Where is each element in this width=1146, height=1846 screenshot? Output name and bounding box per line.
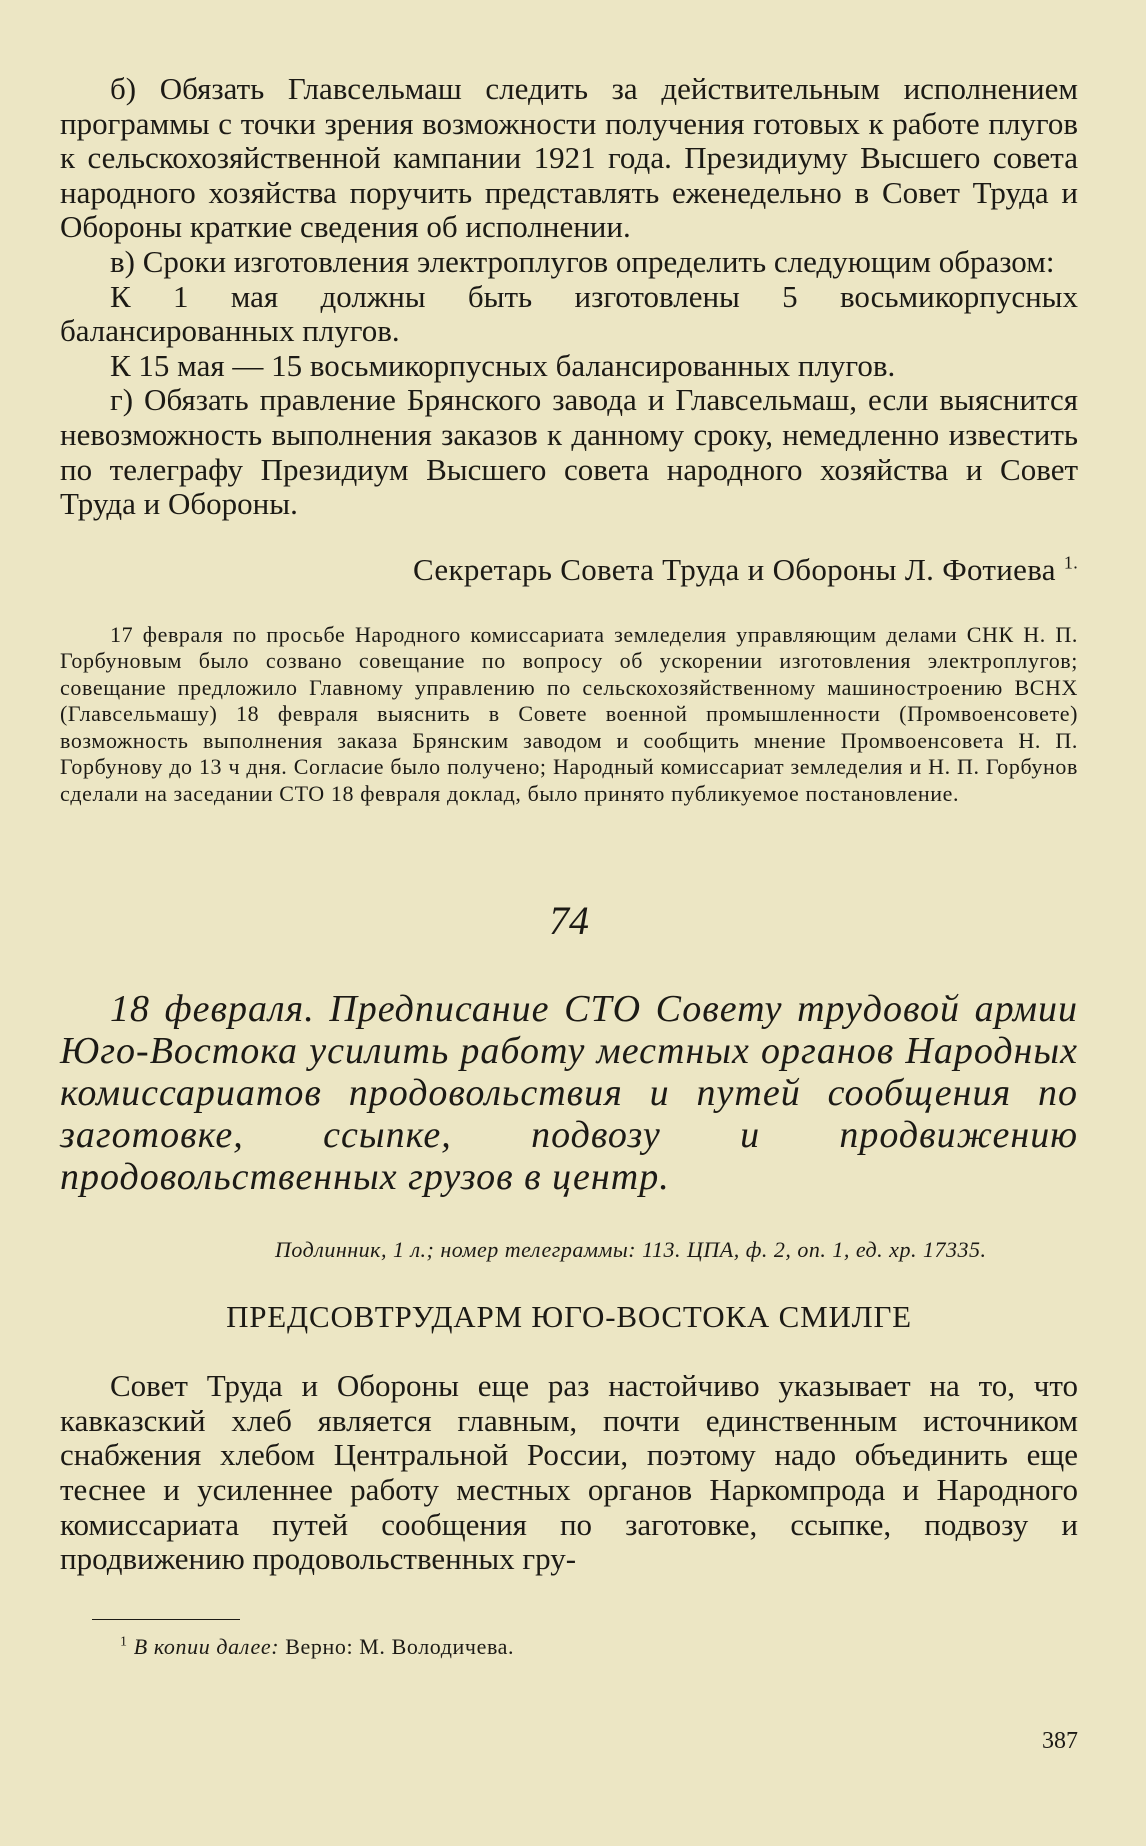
deadline-may-1: К 1 мая должны быть изготовлены 5 восьмикорпусных балансированных плугов.: [60, 278, 1078, 349]
resolution-continuation: [60, 72, 1078, 522]
signature-line: [60, 552, 1078, 588]
archival-source: Подлинник, 1 л.; номер телеграммы: 113. ЦПА, ф. 2, оп. 1, ед. хр. 17335.: [275, 1237, 987, 1263]
footnote: [60, 1634, 1078, 1660]
signature-text: Секретарь Совета Труда и Обороны Л. Фотиева: [413, 551, 1056, 587]
footnote-mark: 1.: [1063, 552, 1078, 573]
editorial-note: 17 февраля по просьбе Народного комиссариата земледелия управляющим делами СНК Н. П. Горбуновым было созвано совещание по вопросу об ускорении изготовления электроплугов; совещание предложило Главному управлению по сельскохозяйственному машиностроению ВСНХ (Главсельмашу) 18 февраля выяснить в Совете военной промышленности (Промвоенсовете) возможность выполнения заказа Брянским заводом и сообщить мнение Промвоенсовета Н. П. Горбунову до 13 ч дня. Согласие было получено; Народный комиссариат земледелия и Н. П. Горбунов сделали на заседании СТО 18 февраля доклад, было принято публикуемое постановление.: [60, 621, 1078, 806]
footnote-label: В копии далее:: [133, 1633, 280, 1659]
footnote-divider: [92, 1619, 240, 1620]
paragraph-g: г) Обязать правление Брянского завода и Главсельмаш, если выяснится невозможность выполнения заказов к данному сроку, немедленно известить по телеграфу Президиум Высшего совета народного хозяйства и Совет Труда и Обороны.: [60, 382, 1078, 522]
page-number: 387: [1042, 1728, 1078, 1754]
paragraph-v: в) Сроки изготовления электроплугов определить следующим образом:: [110, 243, 1055, 279]
addressee: ПРЕДСОВТРУДАРМ ЮГО-ВОСТОКА СМИЛГЕ: [226, 1299, 912, 1335]
document-body: [60, 1369, 1078, 1577]
document-body-paragraph: Совет Труда и Обороны еще раз настойчиво указывает на то, что кавказский хлеб является главным, почти единственным источником снабжения хлебом Центральной России, поэтому надо объединить еще теснее и усиленнее работу местных органов Наркомпрода и Народного комиссариата путей сообщения по заготовке, ссыпке, подвозу и продвижению продовольственных гру-: [60, 1368, 1078, 1577]
paragraph-b: б) Обязать Главсельмаш следить за действительным исполнением программы с точки зрения возможности получения готовых к работе плугов к сельскохозяйственной кампании 1921 года. Президиуму Высшего совета народного хозяйства поручить представлять еженедельно в Совет Труда и Обороны краткие сведения об исполнении.: [60, 71, 1078, 245]
document-heading: 18 февраля. Предписание СТО Совету трудовой армии Юго-Востока усилить работу местных органов Народных комиссариатов продовольствия и путей сообщения по заготовке, ссыпке, подвозу и продвижению продовольственных грузов в центр.: [60, 988, 1078, 1199]
footnote-number: 1: [120, 1634, 128, 1650]
footnote-text: Верно: М. Володичева.: [285, 1633, 515, 1659]
document-number: 74: [549, 898, 589, 944]
deadline-may-15: К 15 мая — 15 восьмикорпусных балансированных плугов.: [110, 347, 896, 383]
